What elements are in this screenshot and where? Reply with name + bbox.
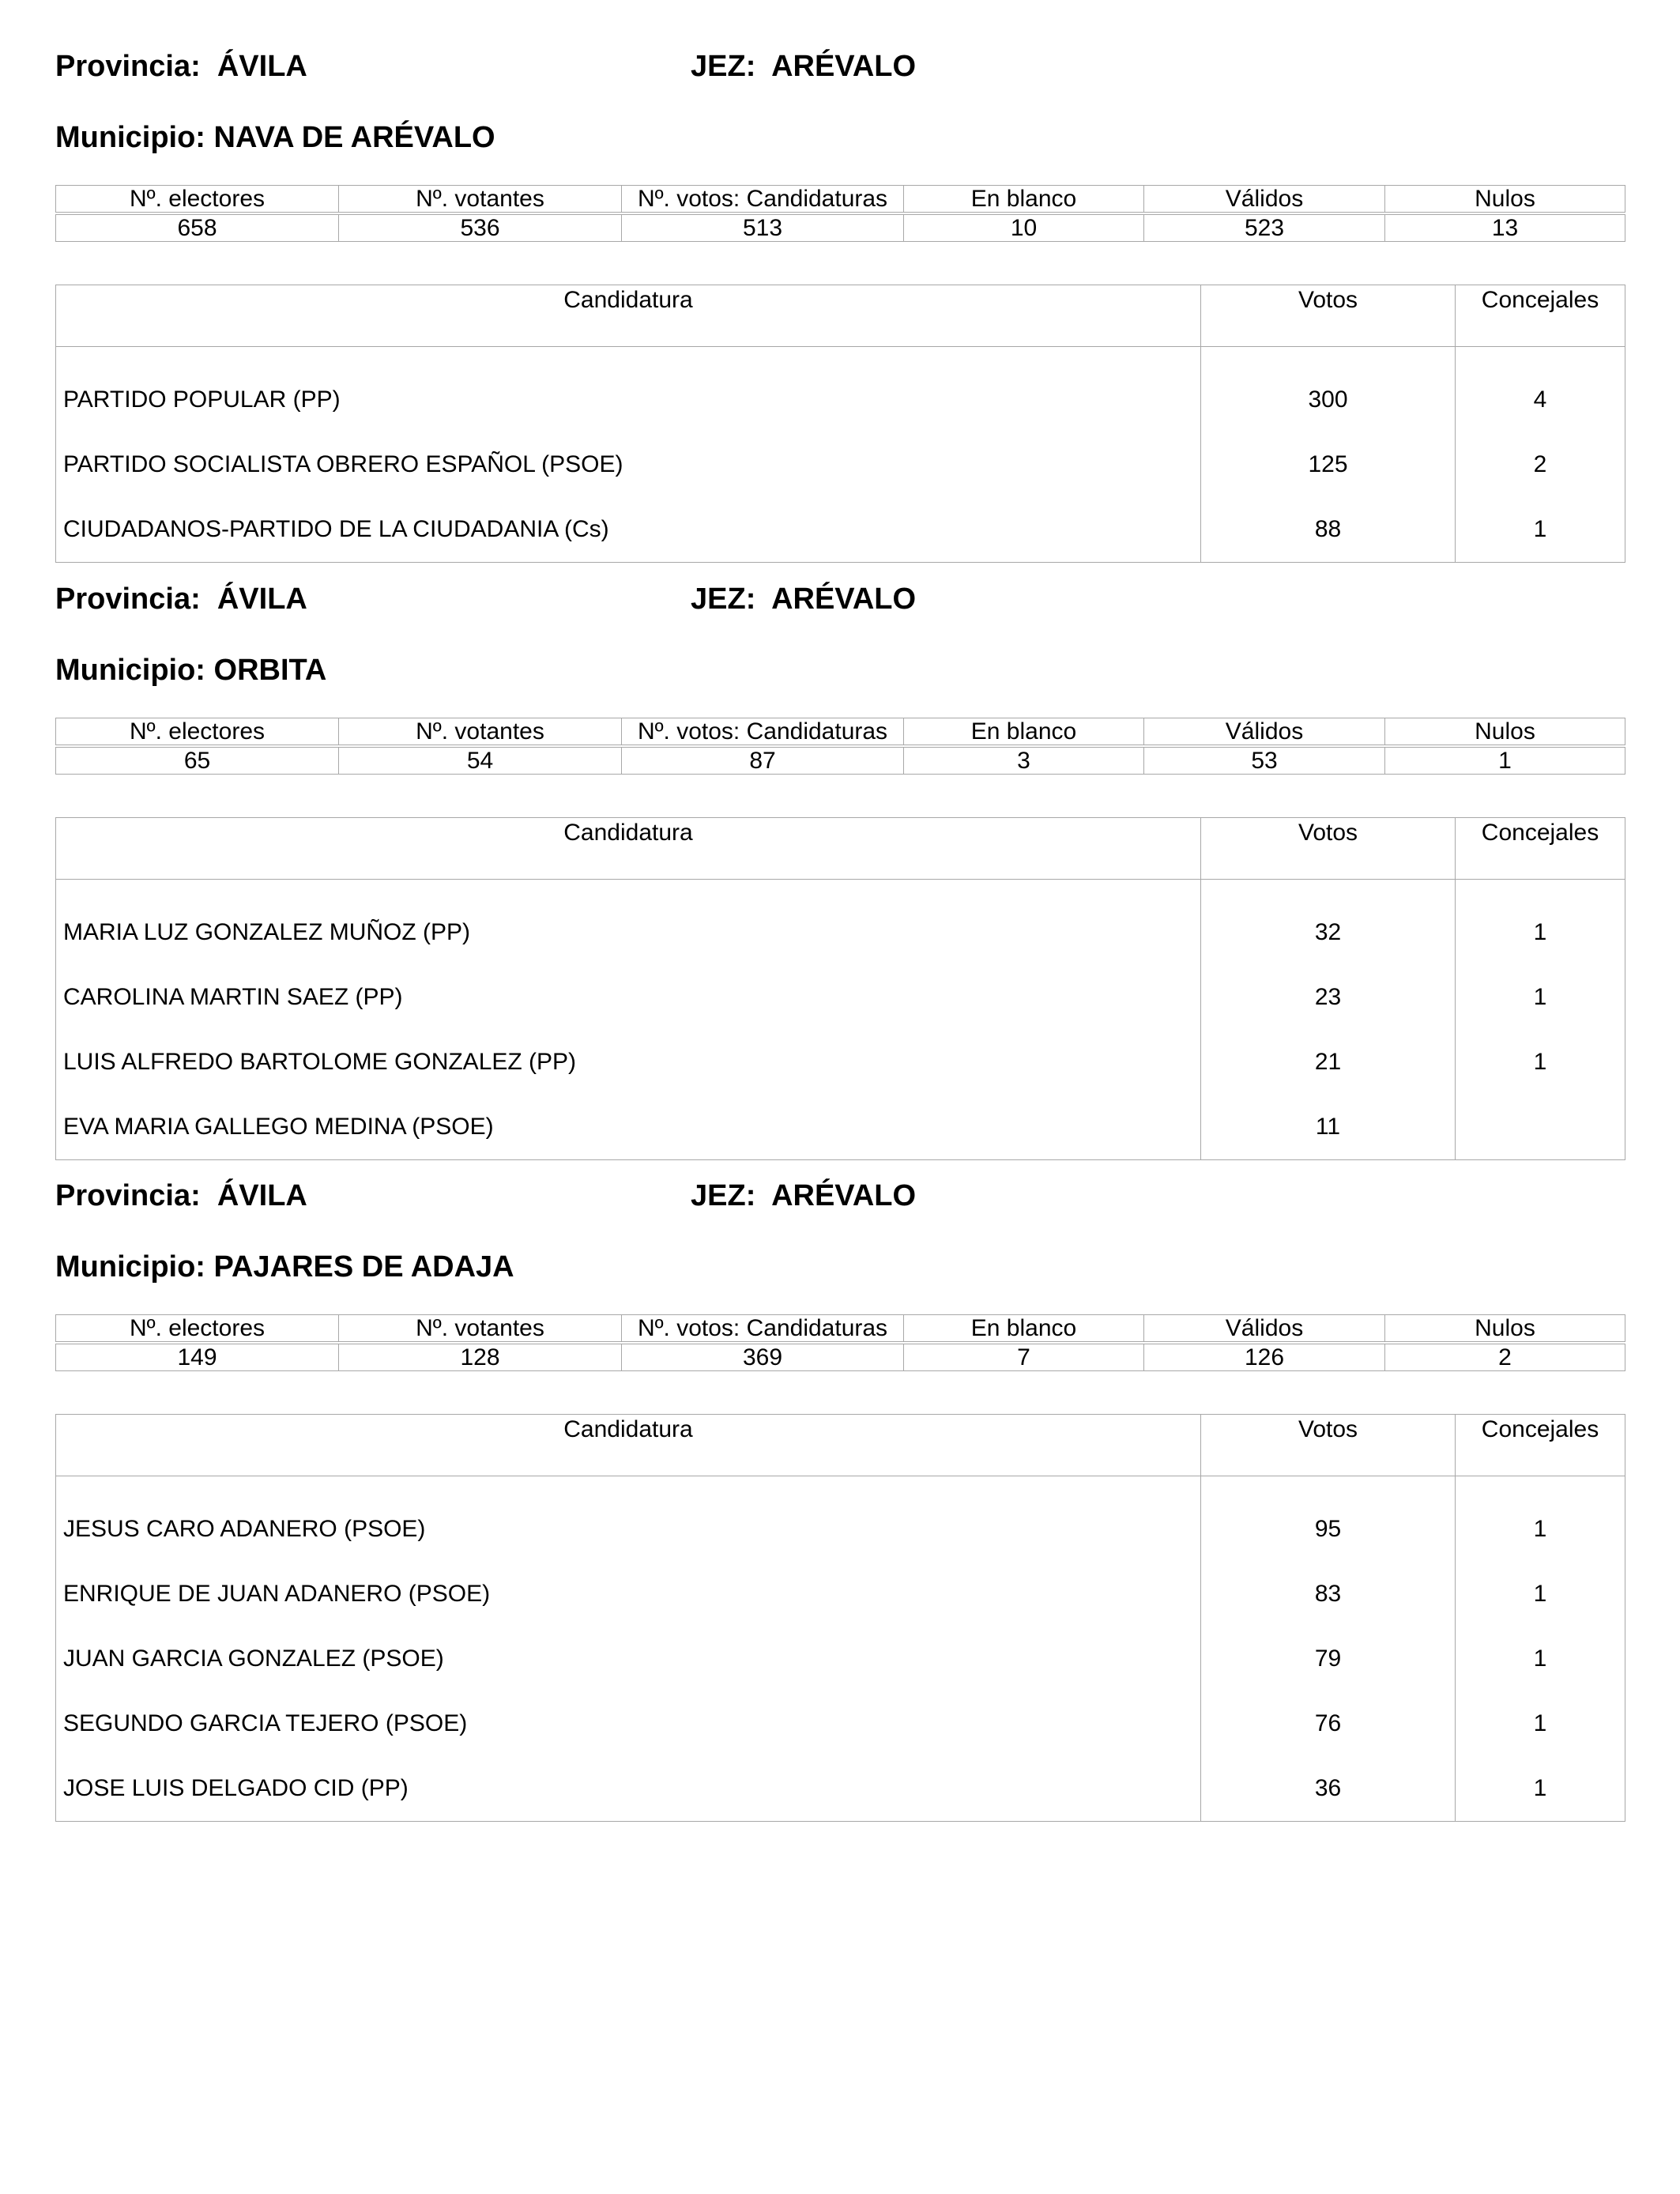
candidate-row	[56, 1562, 1625, 1627]
candidate-row	[56, 497, 1625, 563]
candidate-votos: 11	[1201, 1095, 1456, 1160]
stats-header-cell: Nulos	[1385, 186, 1625, 213]
candidate-name: PARTIDO POPULAR (PP)	[56, 347, 1201, 433]
candidates-header-row	[56, 285, 1625, 347]
jez-heading	[691, 1178, 916, 1213]
jez-value: ARÉVALO	[771, 1179, 917, 1212]
stats-header-cell: En blanco	[904, 186, 1144, 213]
candidate-votos: 95	[1201, 1476, 1456, 1563]
candidate-name: CAROLINA MARTIN SAEZ (PP)	[56, 965, 1201, 1030]
candidate-concejales	[1456, 1095, 1625, 1160]
candidate-concejales: 1	[1456, 880, 1625, 966]
stats-value-cell: 513	[622, 215, 904, 242]
stats-header-cell: Válidos	[1144, 186, 1385, 213]
candidates-table	[55, 1414, 1625, 1822]
stats-header-cell: Nº. votos: Candidaturas	[622, 1315, 904, 1342]
candidates-header-cell: Votos	[1201, 1415, 1456, 1476]
candidate-concejales: 1	[1456, 1691, 1625, 1756]
stats-header-cell: Válidos	[1144, 1315, 1385, 1342]
stats-header-cell: Nº. votantes	[339, 186, 622, 213]
candidate-row	[56, 1756, 1625, 1822]
provincia-value: ÁVILA	[217, 1179, 307, 1212]
candidate-votos: 79	[1201, 1627, 1456, 1691]
stats-value-cell: 53	[1144, 748, 1385, 775]
stats-value-cell: 10	[904, 215, 1144, 242]
jez-value: ARÉVALO	[771, 582, 917, 616]
stats-header-cell: Nº. electores	[56, 186, 339, 213]
stats-header-row	[56, 718, 1625, 745]
candidates-table	[55, 817, 1625, 1160]
stats-header-cell: Nº. electores	[56, 1315, 339, 1342]
candidate-concejales: 1	[1456, 1562, 1625, 1627]
jez-label: JEZ:	[691, 582, 756, 616]
stats-header-cell: En blanco	[904, 718, 1144, 745]
candidate-row	[56, 432, 1625, 497]
provincia-value: ÁVILA	[217, 582, 307, 616]
provincia-heading	[55, 49, 307, 84]
candidate-name: SEGUNDO GARCIA TEJERO (PSOE)	[56, 1691, 1201, 1756]
municipio-label: Municipio:	[55, 654, 205, 687]
stats-value-cell: 658	[56, 215, 339, 242]
candidates-header-row	[56, 1415, 1625, 1476]
candidate-votos: 300	[1201, 347, 1456, 433]
candidates-header-cell: Candidatura	[56, 285, 1201, 347]
candidate-votos: 88	[1201, 497, 1456, 563]
provincia-label: Provincia:	[55, 582, 201, 616]
municipio-value: PAJARES DE ADAJA	[213, 1250, 514, 1284]
stats-value-cell: 536	[339, 215, 622, 242]
provincia-heading	[55, 1178, 307, 1213]
stats-value-row	[56, 215, 1625, 242]
stats-header-cell: En blanco	[904, 1315, 1144, 1342]
candidate-name: ENRIQUE DE JUAN ADANERO (PSOE)	[56, 1562, 1201, 1627]
provincia-value: ÁVILA	[217, 50, 307, 83]
candidate-name: EVA MARIA GALLEGO MEDINA (PSOE)	[56, 1095, 1201, 1160]
provincia-label: Provincia:	[55, 1179, 201, 1212]
provincia-label: Provincia:	[55, 50, 201, 83]
stats-value-cell: 126	[1144, 1344, 1385, 1371]
candidate-row	[56, 1095, 1625, 1160]
candidate-votos: 23	[1201, 965, 1456, 1030]
candidate-row	[56, 1691, 1625, 1756]
municipio-heading	[55, 1250, 514, 1284]
candidates-header-cell: Votos	[1201, 285, 1456, 347]
candidate-name: LUIS ALFREDO BARTOLOME GONZALEZ (PP)	[56, 1030, 1201, 1095]
stats-table	[55, 185, 1625, 242]
candidate-concejales: 4	[1456, 347, 1625, 433]
candidate-concejales: 1	[1456, 1030, 1625, 1095]
stats-value-cell: 1	[1385, 748, 1625, 775]
candidate-concejales: 1	[1456, 1756, 1625, 1822]
stats-value-cell: 65	[56, 748, 339, 775]
stats-table	[55, 1314, 1625, 1371]
candidate-name: MARIA LUZ GONZALEZ MUÑOZ (PP)	[56, 880, 1201, 966]
candidates-table	[55, 285, 1625, 563]
candidate-votos: 76	[1201, 1691, 1456, 1756]
municipio-heading	[55, 120, 495, 155]
stats-header-cell: Nulos	[1385, 718, 1625, 745]
stats-header-cell: Válidos	[1144, 718, 1385, 745]
municipio-value: NAVA DE ARÉVALO	[213, 121, 495, 154]
stats-header-row	[56, 186, 1625, 213]
candidate-votos: 21	[1201, 1030, 1456, 1095]
stats-value-cell: 7	[904, 1344, 1144, 1371]
jez-label: JEZ:	[691, 1179, 756, 1212]
stats-value-cell: 54	[339, 748, 622, 775]
stats-value-cell: 2	[1385, 1344, 1625, 1371]
stats-header-cell: Nº. votos: Candidaturas	[622, 718, 904, 745]
stats-value-cell: 128	[339, 1344, 622, 1371]
candidate-concejales: 2	[1456, 432, 1625, 497]
stats-value-cell: 13	[1385, 215, 1625, 242]
stats-header-cell: Nº. votos: Candidaturas	[622, 186, 904, 213]
candidates-header-cell: Concejales	[1456, 285, 1625, 347]
jez-label: JEZ:	[691, 50, 756, 83]
candidate-row	[56, 347, 1625, 433]
stats-value-cell: 369	[622, 1344, 904, 1371]
stats-value-row	[56, 1344, 1625, 1371]
candidate-concejales: 1	[1456, 1627, 1625, 1691]
municipio-label: Municipio:	[55, 1250, 205, 1284]
candidate-name: JUAN GARCIA GONZALEZ (PSOE)	[56, 1627, 1201, 1691]
candidate-row	[56, 965, 1625, 1030]
stats-header-cell: Nº. votantes	[339, 1315, 622, 1342]
candidate-concejales: 1	[1456, 497, 1625, 563]
candidates-header-row	[56, 818, 1625, 880]
candidate-name: CIUDADANOS-PARTIDO DE LA CIUDADANIA (Cs)	[56, 497, 1201, 563]
stats-value-cell: 149	[56, 1344, 339, 1371]
candidate-votos: 36	[1201, 1756, 1456, 1822]
municipio-value: ORBITA	[213, 654, 327, 687]
jez-heading	[691, 582, 916, 616]
stats-table	[55, 718, 1625, 775]
provincia-heading	[55, 582, 307, 616]
candidates-header-cell: Candidatura	[56, 1415, 1201, 1476]
candidate-row	[56, 1476, 1625, 1563]
candidate-concejales: 1	[1456, 1476, 1625, 1563]
stats-header-cell: Nulos	[1385, 1315, 1625, 1342]
candidates-header-cell: Votos	[1201, 818, 1456, 880]
candidate-name: JESUS CARO ADANERO (PSOE)	[56, 1476, 1201, 1563]
stats-value-cell: 523	[1144, 215, 1385, 242]
candidate-votos: 32	[1201, 880, 1456, 966]
candidates-header-cell: Concejales	[1456, 818, 1625, 880]
candidates-header-cell: Concejales	[1456, 1415, 1625, 1476]
stats-value-cell: 87	[622, 748, 904, 775]
candidate-concejales: 1	[1456, 965, 1625, 1030]
candidate-votos: 83	[1201, 1562, 1456, 1627]
stats-value-cell: 3	[904, 748, 1144, 775]
municipio-label: Municipio:	[55, 121, 205, 154]
stats-header-cell: Nº. votantes	[339, 718, 622, 745]
candidate-name: JOSE LUIS DELGADO CID (PP)	[56, 1756, 1201, 1822]
stats-header-row	[56, 1315, 1625, 1342]
candidate-row	[56, 1627, 1625, 1691]
stats-header-cell: Nº. electores	[56, 718, 339, 745]
municipio-heading	[55, 653, 326, 688]
candidate-name: PARTIDO SOCIALISTA OBRERO ESPAÑOL (PSOE)	[56, 432, 1201, 497]
candidate-votos: 125	[1201, 432, 1456, 497]
candidates-header-cell: Candidatura	[56, 818, 1201, 880]
candidate-row	[56, 1030, 1625, 1095]
jez-value: ARÉVALO	[771, 50, 917, 83]
candidate-row	[56, 880, 1625, 966]
stats-value-row	[56, 748, 1625, 775]
jez-heading	[691, 49, 916, 84]
